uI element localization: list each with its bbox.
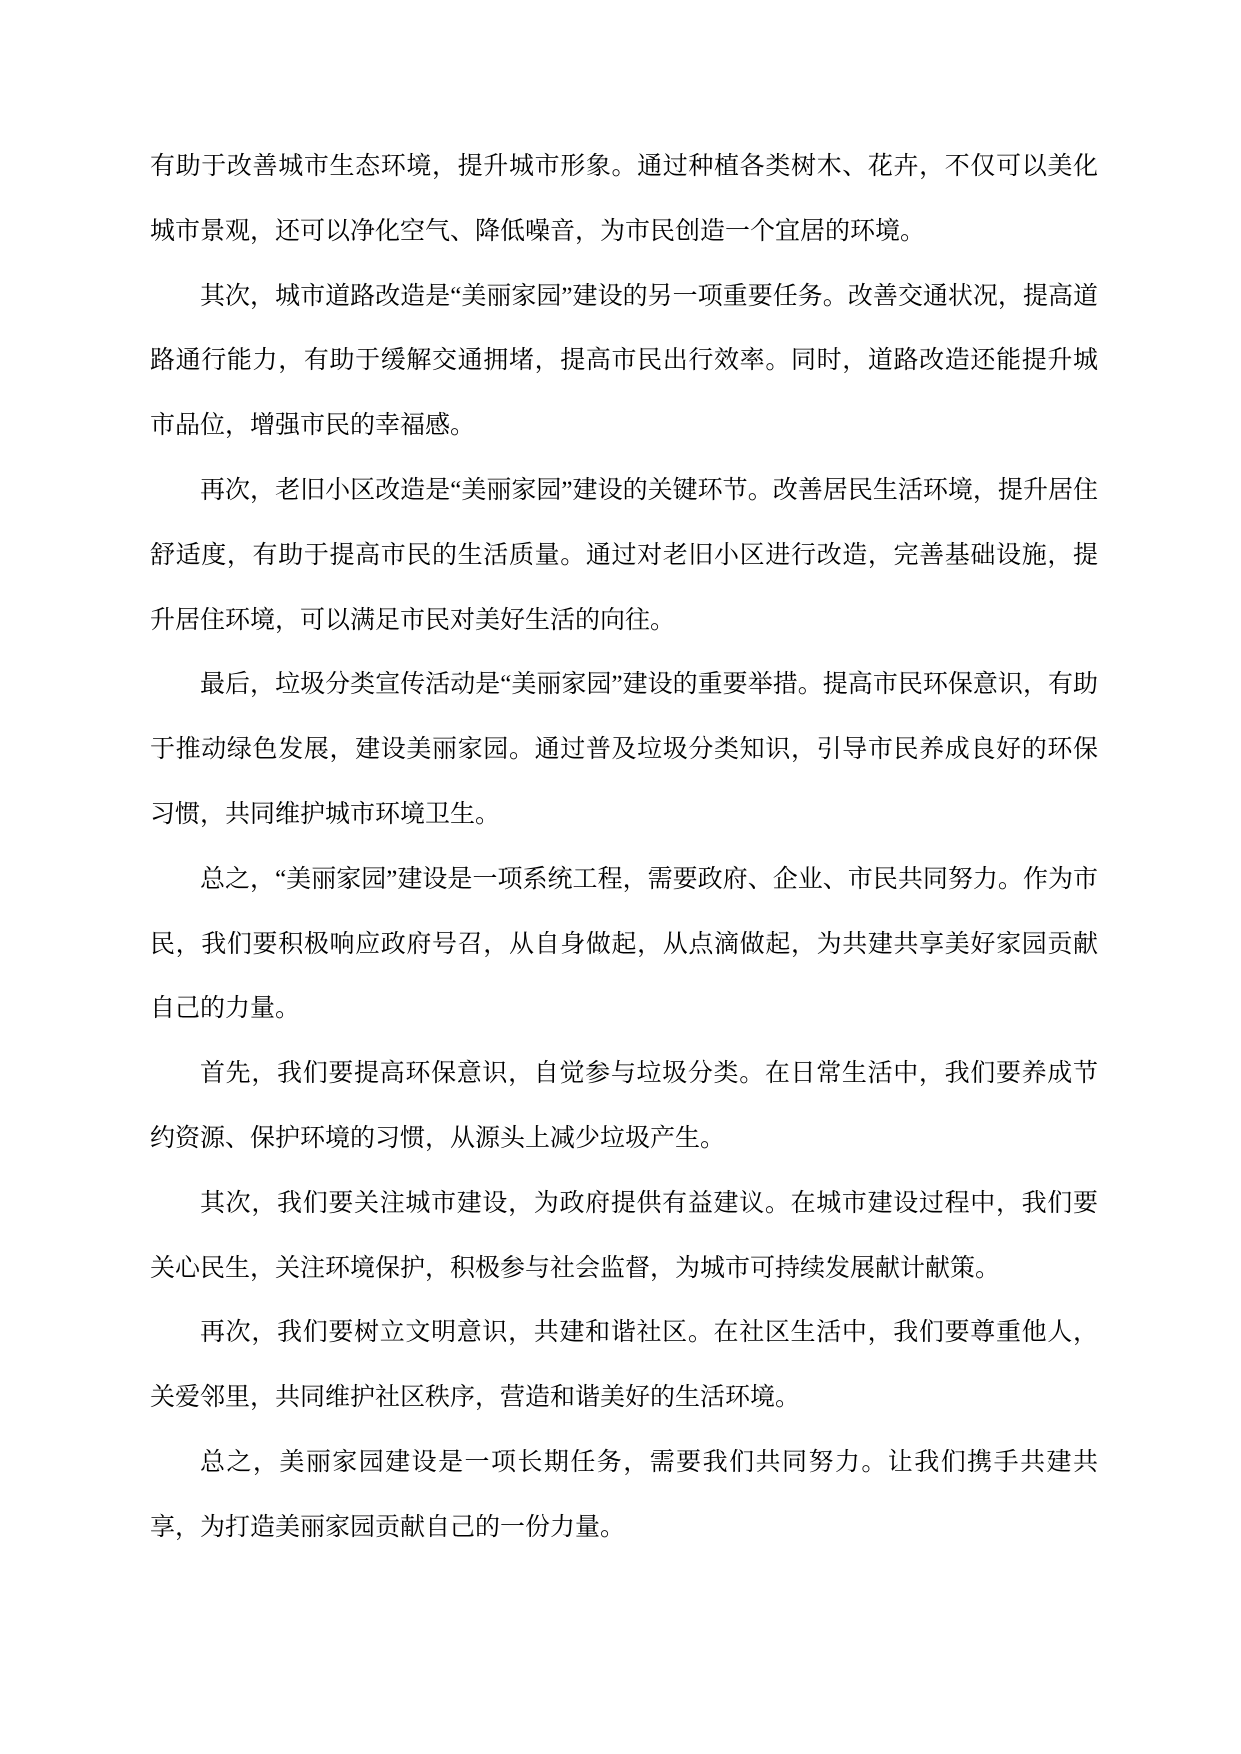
paragraph: 总之，美丽家园建设是一项长期任务，需要我们共同努力。让我们携手共建共享，为打造美丽家园贡献自己的一份力量。 [150,1448,1098,1541]
paragraph: 总之，“美丽家园”建设是一项系统工程，需要政府、企业、市民共同努力。作为市民，我们要积极响应政府号召，从自身做起，从点滴做起，为共建共享美好家园贡献自己的力量。 [150,865,1098,1023]
paragraph: 其次，城市道路改造是“美丽家园”建设的另一项重要任务。改善交通状况，提高道路通行能力，有助于缓解交通拥堵，提高市民出行效率。同时，道路改造还能提升城市品位，增强市民的幸福感。 [150,282,1098,440]
document-text-block [150,135,1098,1561]
paragraph: 最后，垃圾分类宣传活动是“美丽家园”建设的重要举措。提高市民环保意识，有助于推动绿色发展，建设美丽家园。通过普及垃圾分类知识，引导市民养成良好的环保习惯，共同维护城市环境卫生。 [150,671,1098,828]
paragraph: 再次，老旧小区改造是“美丽家园”建设的关键环节。改善居民生活环境，提升居住舒适度，有助于提高市民的生活质量。通过对老旧小区进行改造，完善基础设施，提升居住环境，可以满足市民对美好生活的向往。 [150,476,1098,634]
paragraph: 再次，我们要树立文明意识，共建和谐社区。在社区生活中，我们要尊重他人，关爱邻里，共同维护社区秩序，营造和谐美好的生活环境。 [150,1319,1098,1412]
paragraph: 其次，我们要关注城市建设，为政府提供有益建议。在城市建设过程中，我们要关心民生，关注环境保护，积极参与社会监督，为城市可持续发展献计献策。 [150,1189,1098,1282]
paragraph: 首先，我们要提高环保意识，自觉参与垃圾分类。在日常生活中，我们要养成节约资源、保护环境的习惯，从源头上减少垃圾产生。 [150,1060,1098,1152]
paragraph: 有助于改善城市生态环境，提升城市形象。通过种植各类树木、花卉，不仅可以美化城市景观，还可以净化空气、降低噪音，为市民创造一个宜居的环境。 [150,153,1098,245]
